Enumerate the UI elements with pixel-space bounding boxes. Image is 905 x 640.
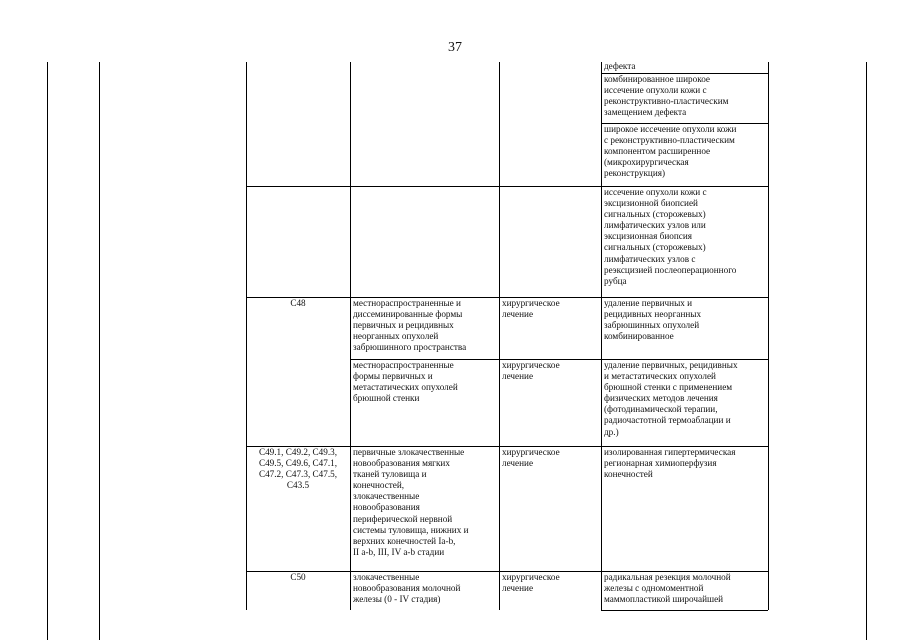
right-rule: [866, 62, 867, 640]
page-number: 37: [448, 40, 462, 55]
table-cell-treatment: хирургическое лечение: [502, 360, 560, 382]
table-cell-code: C49.1, C49.2, C49.3, C49.5, C49.6, C47.1, C47.2, C47.3, C47.5, C43.5: [258, 447, 338, 491]
table-cell-method: удаление первичных и рецидивных неорганных забрюшинных опухолей комбинированное: [604, 298, 702, 342]
table-cell-code: C50: [290, 572, 306, 582]
table-cell-method: изолированная гипертермическая регионарная химиоперфузия конечностей: [604, 447, 736, 480]
table-col-rule-3: [499, 62, 500, 610]
table-cell-diagnosis: первичные злокачественные новообразования мягких тканей туловища и конечностей, злокачественные новообразования периферической нервной системы туловища, нижних и верхних конечностей Ia-b, II a-b, III, IV a-b стадии: [353, 447, 469, 557]
table-cell-treatment: хирургическое лечение: [502, 298, 560, 320]
table-col-rule-1: [246, 62, 247, 610]
table-col-rule-5: [768, 62, 769, 610]
table-cell-diagnosis: местнораспространенные и диссеминированные формы первичных и рецидивных неорганных опухолей забрюшинного пространства: [353, 298, 467, 353]
table-cell-method: иссечение опухоли кожи с эксцизионной биопсией сигнальных (сторожевых) лимфатических узлов или эксцизионная биопсия сигнальных (сторожевых) лимфатических узлов с реэксцизией послеоперационного рубца: [604, 187, 737, 286]
table-cell-method: удаление первичных, рецидивных и метастатических опухолей брюшной стенки с применением физических методов лечения (фотодинамической терапии, радиочастотной термоаблации и др.): [604, 360, 738, 437]
table-col-rule-4: [601, 62, 602, 610]
table-cell-treatment: хирургическое лечение: [502, 572, 560, 594]
table-cell-method: дефекта: [604, 61, 636, 71]
table-bottom-rule: [601, 610, 768, 611]
table-cell-code: C48: [290, 298, 306, 308]
left-rule-1: [47, 62, 48, 640]
table-cell-method: радикальная резекция молочной железы с одномоментной маммопластикой широчайшей: [604, 572, 731, 605]
table-cell-method: широкое иссечение опухоли кожи с реконструктивно-пластическим компонентом расширенное (микрохирургическая реконструкция): [604, 124, 737, 179]
table-cell-diagnosis: злокачественные новообразования молочной железы (0 - IV стадия): [353, 572, 461, 605]
table-cell-diagnosis: местнораспространенные формы первичных и метастатических опухолей брюшной стенки: [353, 360, 458, 404]
table-col-rule-2: [350, 62, 351, 610]
left-rule-2: [99, 62, 100, 640]
table-cell-method: комбинированное широкое иссечение опухоли кожи с реконструктивно-пластическим замещением дефекта: [604, 74, 729, 118]
table-cell-treatment: хирургическое лечение: [502, 447, 560, 469]
